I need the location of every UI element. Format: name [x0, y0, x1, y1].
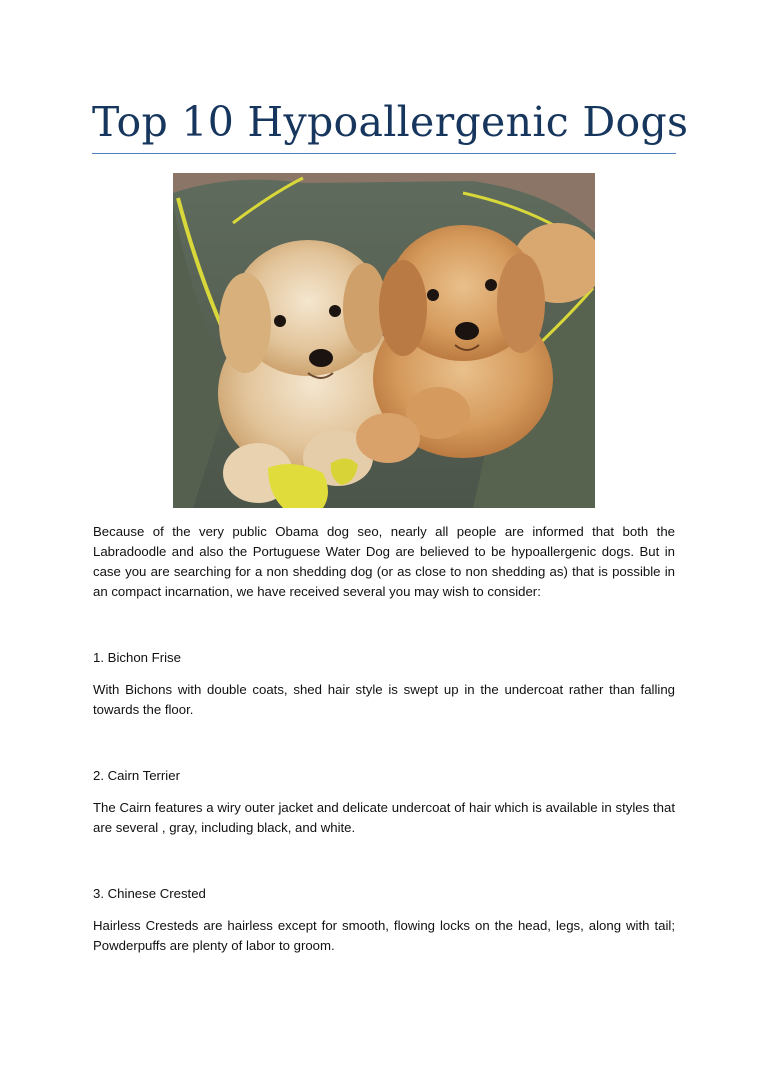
title-underline: [92, 153, 676, 154]
section-body: The Cairn features a wiry outer jacket and delicate undercoat of hair which is available in styles that are several , gray, including black, and white.: [93, 800, 675, 835]
section-heading: 3. Chinese Crested: [93, 886, 206, 901]
section-body: Hairless Cresteds are hairless except for smooth, flowing locks on the head, legs, along with tail; Powderpuffs are plenty of labor to groom.: [93, 918, 675, 953]
page-title: Top 10 Hypoallergenic Dogs: [92, 98, 689, 146]
section-body: With Bichons with double coats, shed hair style is swept up in the undercoat rather than falling towards the floor.: [93, 682, 675, 717]
intro-paragraph: Because of the very public Obama dog seo, nearly all people are informed that both the Labradoodle and also the Portuguese Water Dog are believed to be hypoallergenic dogs. But in case you are searching for a non shedding dog (or as close to non shedding as) that is possible in an compact incarnation, we have received several you may wish to consider:: [93, 524, 675, 599]
puppies-photo-graphic: [173, 173, 595, 508]
puppies-photo: [173, 173, 595, 508]
section-heading: 2. Cairn Terrier: [93, 768, 180, 783]
section-heading: 1. Bichon Frise: [93, 650, 181, 665]
